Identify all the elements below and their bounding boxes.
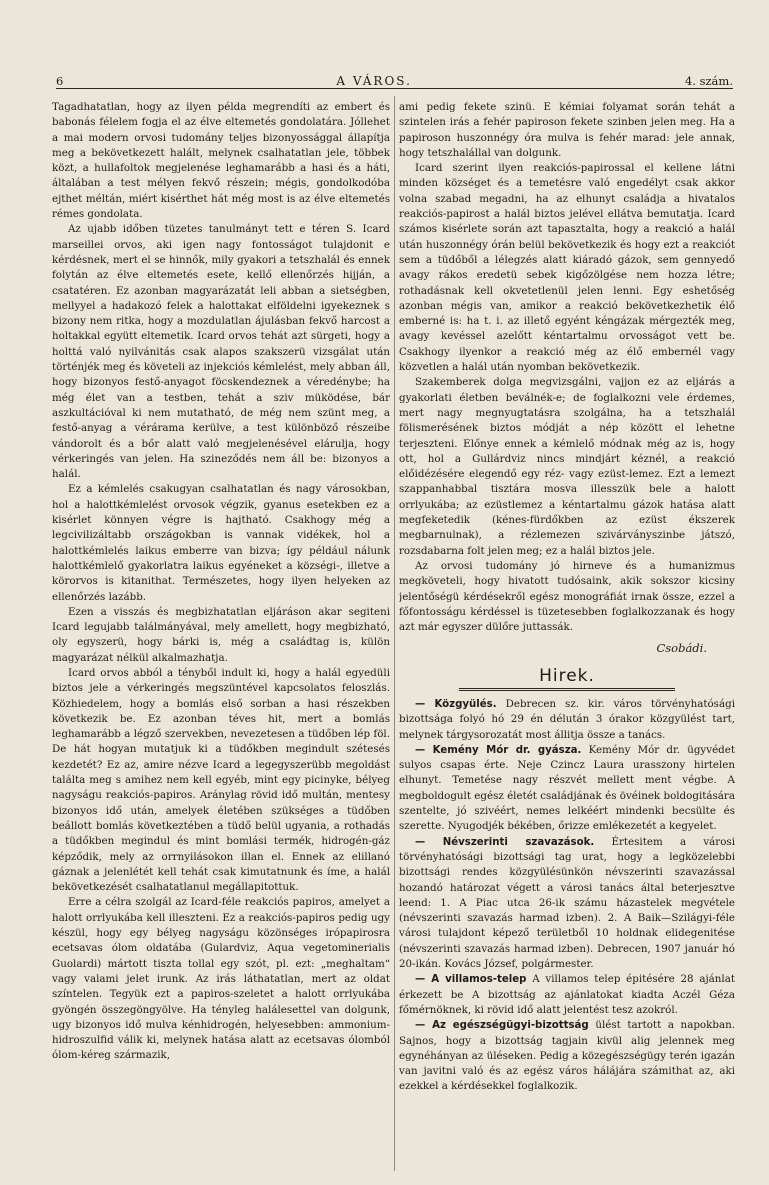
news-list	[399, 697, 735, 1095]
author-signature: Csobádi.	[656, 641, 707, 656]
news-text: Értesitem a városi törvényhatósági bizottsági tag urat, hogy a legközelebbi bizottsági rendes közgyülésünkön névszerinti szavazással hozandó határozat végett a városi tanács által beterjesztve leend: 1. A Piac utca 26-ik számu házastelek megvétele (névszerinti szavazás harmad izben). 2. A Baik—Szilágyi-féle városi tulajdont képező területből 10 holdnak elidegenitése (névszerinti szavazás harmad izben). Debrecen, 1907 január hó 20-ikán. Kovács József, polgármester.	[399, 835, 735, 971]
news-headline: — Közgyülés.	[415, 698, 497, 710]
article-paragraph: Ezen a visszás és megbizhatatlan eljáráson akar segiteni Icard legujabb találmányával, mely amellett, hogy megbizható, oly egyszerü, hogy bárki is, még a családtag is, külön magyarázat nélkül alkalmazhatja.	[52, 605, 390, 664]
news-item	[399, 743, 735, 835]
news-headline: — Kemény Mór dr. gyászа.	[415, 744, 582, 756]
news-item	[399, 972, 735, 1018]
news-section-title: Hirek.	[539, 665, 595, 686]
header-rule	[56, 88, 733, 89]
news-headline: — A villamos-telep	[415, 974, 527, 986]
column-divider	[394, 96, 395, 1171]
article-paragraph: Erre a célra szolgál az Icard-féle reakciós papiros, amelyet a halott orrlyukába kell illeszteni. Ez a reakciós-papiros pedig ugy készül, hogy egy bélyeg nagyságu közönséges irópapirosra ecetsavas ólom oldatába (Gulardviz, Aqua vegetominerialis Guolardi) mártott tiszta tollal egy szót, pl. ezt: „meghaltam“ vagy valami jelet irunk. Az irás láthatatlan, mert az oldat színtelen. Tegyük ezt a papiros-szeletet a halott orrlyukába gyöngén összegöngyölve. Ha tényleg halálesettel van dolgunk, ugy bizonyos idő mulva kénhidrogén, helyesebben: ammonium-hidroszulfid válik ki, melynek hatása alatt az ecetsavas ólomból ólom-kéreg származik,	[52, 896, 390, 1062]
left-column	[52, 100, 390, 1173]
issue-number: 4. szám.	[684, 74, 733, 88]
article-paragraph: Tagadhatatlan, hogy az ilyen példa megrendíti az embert és babonás félelem fogja el az élve eltemetés gondolatára. Jóllehet a mai modern orvosi tudomány teljes bizonyossággal állapítja meg a bekövetkezett halált, melynek csalhatatlan jele, többek közt, a hullafoltok megjelenése leghamarább a hasi és a háti, általában a test mélyen fekvő részein; mégis, gondolkodóba ejthet méltán, miért kisérthet hát még most is az élve eltemetés rémes gondolata.	[52, 101, 390, 221]
news-item	[399, 1018, 735, 1094]
news-text: A villamos telep épitésére 28 ajánlat érkezett be A bizottság az ajánlatokat kiadta Aczél Géza főmérnöknek, ki rövid idő alatt jelentést tesz azokról.	[399, 973, 735, 1016]
news-text: ülést tartott a napokban. Sajnos, hogy a bizottság tagjain kivül alig jelennek meg egynéhányan az üléseken. Pedig a közegészségügy terén igazán van javitni való és az egész város hálájára számithat az, aki ezekkel a kérdésekkel foglalkozik.	[399, 1019, 735, 1093]
article-paragraph: Icard orvos abból a tényből indult ki, hogy a halál egyedüli biztos jele a vérkeringés megszüntével kapcsolatos feloszlás. Közhiedelem, hogy a bomlás első sorban a hasi részekben következik be. Ez azonban téves hit, mert a bomlás leghamarább a légző szervekben, nevezetesen a tüdőben lép föl. De hát hogyan mutatjuk ki a tüdőkben megindult szétesés kezdetét? Ez az, amire nézve Icard a legegyszerübb megoldást találta meg s amihez nem kell egyéb, mint egy picinyke, bélyeg nagyságu reakciós-papiros. Aránylag rövid idő multán, mentesy bizonyos idő után, amelyek életében szükséges a tüdőben beállott bomlás következtében a tüdő belül ugyania, a rothadás a tüdőkben megindul és mint bomlási termék, hidrogén-gáz képződik, mely az orrnyilásokon illan el. Ennek az elillanó gáznak a jelenlétét kell tehát csak kimutatnunk és íme, a halál bekövetkezését csalhatatlanul megállapitottuk.	[52, 666, 390, 894]
article-paragraph: Az ujabb időben tüzetes tanulmányt tett e téren S. Icard marseillei orvos, aki igen nagy fontosságot tulajdonit e kérdésnek, mert el se hinnők, mily gyakori a tetszhalál és ennek folytán az élve eltemetés esete, kellő ellenőrzés hijján, a csatatéren. Ez azonban magyarázatát leli abban a sietségben, mellyyel a hadakozó felek a halottakat elföldelni igyekeznek s bizony nem ritka, hogy a mozdulatlan ájulásban fekvő harcost a holtakkal együtt eltemetik. Icard orvos tehát azt sürgeti, hogy a holttá való nyilvánitás csak alapos szakszerü vizsgálat után történjék meg és követeli az injekciós kémlelést, mely abban áll, hogy bizonyos festő-anyagot föcskendeznek a véredénybe; ha még élet van a testben, tehát a sziv müködése, bár aszkultációval ki nem mutatható, de még nem szünt meg, a festő-anyag a vérárama kerülve, a test különböző részeibe vándorolt és a bőr alatt való megjelenésével elárulja, hogy vérkeringés van jelen. Ha szineződés nem áll be: bizonyos a halál.	[52, 223, 390, 481]
news-item	[399, 697, 735, 743]
news-text: Kemény Mór dr. ügyvédet sulyos csapas érte. Neje Czincz Laura urasszony hirtelen elhunyt. Temetése nagy részvét mellett ment végbe. A megboldogult egész életét családjának és övéinek boldogitására szentelte, jó szivéért, nemes lelkéért mindenki becsülte és szerette. Nyugodjék békében, őrizze emlékezetét a kegyelet.	[399, 743, 735, 833]
newspaper-title: A VÁROS.	[336, 74, 412, 88]
news-title-rule	[459, 688, 675, 691]
right-column	[399, 100, 735, 1173]
page-header	[56, 66, 733, 88]
article-paragraph: Az orvosi tudomány jó hirneve és a humanizmus megköveteli, hogy hivatott tudósaink, akik sokszor kicsiny jelentőségü kérdésekről egész monográfiát irnak össze, ezzel a főfontosságu kérdéssel is tüzetesebben foglalkozzanak és hogy azt már egyszer dülőre juttassák.	[399, 559, 735, 634]
page-number: 6	[56, 74, 64, 88]
news-headline: — Az egészségügyi-bizottság	[415, 1020, 589, 1032]
news-item	[399, 835, 735, 973]
article-paragraph: Icard szerint ilyen reakciós-papirossal el kellene látni minden községet és a temetésre való engedélyt csak akkor volna szabad megadni, ha az elhunyt családja a hivatalos reakciós-papirost a halál biztos jelével ellátva bemutatja. Icard számos kisérlete során azt tapasztalta, hogy a reakció a halál után huszonnégy órán belül bekövetkezik és hogy ezt a reakciót sem a tüdőből a lélegzés alatt kiáradó gázok, sem gennyedő avagy rákos eredetü sebek kigőzölgése nem hozza létre; rothadásnak kell okvetetlenül jelen lenni. Egy eshetőség azonban mégis van, amikor a reakció bekövetkezhetik élő emberné is: ha t. i. az illető egyént kéngázak mérgezték meg, avagy kevéssel azelőtt kéntartalmu orvosságot vett be. Csakhogy ilyenkor a reakció még az élő embernél vagy közvetlen a halál után nyomban bekövetkezik.	[399, 162, 735, 374]
article-paragraph: Szakemberek dolga megvizsgálni, vajjon ez az eljárás a gyakorlati életben beválnék-e; de foglalkozni vele érdemes, mert nagy megnyugtatásra szolgálna, ha a tetszhalál fölismerésének biztos módját a nép között el lehetne terjeszteni. Előnye ennek a kémlelő módnak még az is, hogy ott, hol a Gullárdviz nincs mindjárt kéznél, a reakció előidézésére elegendő egy réz- vagy ezüst-lemez. Ezt a lemezt szappanhabbal tisztára mosva illesszük bele a halott orrlyukába; az ezüstlemez a kéntartalmu gázok hatása alatt megfeketedik (kénes-fürdőkben az ezüst ékszerek megbarnulnak), a rézlemezen szivárványszinbe játszó, rozsdabarna folt jelen meg; ez a halál biztos jele.	[399, 376, 735, 557]
news-text: Debrecen sz. kir. város törvényhatósági bizottsága folyó hó 29 én délután 3 órakor közgyülést tart, melynek tárgysorozatát most állitja össze a tanács.	[399, 697, 735, 741]
article-paragraph: Ez a kémlelés csakugyan csalhatatlan és nagy városokban, hol a halottkémlelést orvosok végzik, gyanus esetekben ez a kisérlet könnyen végre is hajtható. Csakhogy még a legcivilizáltabb országokban is vannak vidékek, hol a halottkémlelés laikus emberre van bizva; így például nálunk halottkémlelő gyakorlatra laikus egyéneket a községi-, illetve a körorvos is kitanithat. Természetes, hogy ilyen helyeken az ellenőrzés lazább.	[52, 483, 390, 603]
article-paragraph: ami pedig fekete szinü. E kémiai folyamat során tehát a szintelen irás a fehér papiroson fekete szinben jelen meg. Ha a papiroson huszonnégy óra mulva is fehér marad: jele annak, hogy tetszhalállal van dolgunk.	[399, 101, 735, 159]
news-headline: — Névszerinti szavazások.	[415, 836, 595, 848]
